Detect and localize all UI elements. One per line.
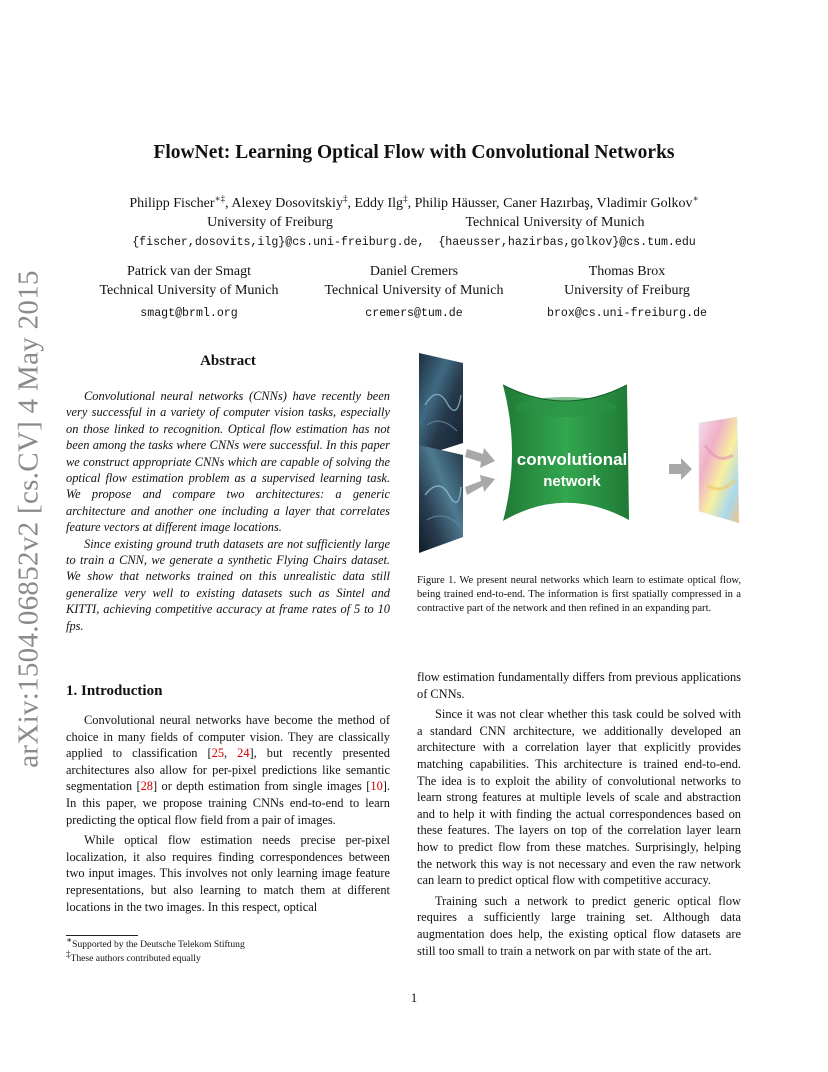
email-tum: {haeusser,hazirbas,golkov}@cs.tum.edu [438,236,696,249]
author-affiliation: Technical University of Munich [99,283,279,298]
author-name: Vladimir Golkov [596,196,693,211]
abstract-paragraph: Since existing ground truth datasets are not sufficiently large to train a CNN, we generate a synthetic Flying Chairs dataset. We show that networks trained on this unrealistic data still generalize very well to existing datasets such as Sintel and KITTI, achieving competitive accuracy at frame rates of 5 to 10 fps. [66,536,390,633]
footnote: ∗Supported by the Deutsche Telekom Stiftung [66,934,245,950]
citation-link[interactable]: 24 [237,746,250,761]
author-email: brox@cs.uni-freiburg.de [546,307,708,320]
author-mark: ∗‡ [214,193,226,204]
author-mark: ‡ [403,193,408,204]
author-name: Eddy Ilg [354,196,404,211]
affiliation-tum: Technical University of Munich [465,215,645,230]
author-mark: ‡ [342,193,348,204]
paper-title: FlowNet: Learning Optical Flow with Convolutional Networks [153,142,675,163]
affiliation-freiburg: University of Freiburg [207,215,333,230]
author-affiliation: University of Freiburg [564,283,690,298]
body-paragraph: Training such a network to predict generic optical flow requires a sufficiently large training set. Although data augmentation does help, the existing optical flow datasets are still too small to train a network on par with state of the art. [417,893,741,958]
author-mark: ∗ [692,193,699,204]
author-affiliation: Technical University of Munich [324,283,504,298]
input-arrow-icon [465,448,495,468]
author-name: Caner Hazırbaş, [503,196,594,211]
body-paragraph: Convolutional neural networks have become the method of choice in many fields of computer vision. They are classically applied to classification [25, 24], but recently presented architectures also allow for per-pixel predictions like semantic segmentation [28] or depth estimation from single images [10]. In this paper, we propose training CNNs end-to-end to learn predicting the optical flow field from a pair of images. [66,713,390,827]
author-name: Patrick van der Smagt [126,264,252,279]
author-line: Philipp Fischer∗‡, Alexey Dosovitskiy‡, Eddy Ilg‡, Philip Häusser, Caner Hazırbaş, Vladimir Golkov∗ [129,193,699,211]
author-name: Philip Häusser, [414,196,500,211]
author-block-brox [512,262,742,323]
author-name: Daniel Cremers [369,264,459,279]
body-column-left [66,712,390,919]
author-name: Philipp Fischer [129,196,215,211]
body-column-right [417,669,741,963]
email-freiburg: {fischer,dosovits,ilg}@cs.uni-freiburg.de, [132,236,425,249]
abstract-body [66,388,390,634]
figure-1 [417,345,747,560]
network-label-line1: convolutional [516,450,628,469]
figure-1-caption: Figure 1. We present neural networks which learn to estimate optical flow, being trained end-to-end. The information is first spatially compressed in a contractive part of the network and then refined in an expanding part. [417,575,741,615]
citation-link[interactable]: 25 [211,746,225,761]
input-image-2 [419,445,463,553]
author-email: smagt@brml.org [140,307,238,320]
body-paragraph: While optical flow estimation needs precise per-pixel localization, it also requires finding correspondences between two input images. This involves not only learning image feature representations, but also learning to match them at different locations in the two images. In this respect, optical [66,833,390,914]
output-arrow-icon [669,458,692,480]
abstract-heading: Abstract [200,353,256,369]
author-name: Alexey Dosovitskiy [231,196,343,211]
body-paragraph: flow estimation fundamentally differs from previous applications of CNNs. [417,670,741,701]
email-line [60,236,768,249]
author-block-smagt [74,262,304,323]
network-label-line2: network [543,473,601,490]
abstract-paragraph: Convolutional neural networks (CNNs) have recently been very successful in a variety of computer vision tasks, especially on those linked to recognition. Optical flow estimation has not been among the tasks where CNNs were successful. In this paper we construct appropriate CNNs which are capable of solving the optical flow estimation problem as a supervised learning task. We propose and compare two architectures: a generic architecture and another one including a layer that correlates feature vectors at different image locations. [66,389,390,535]
author-block-cremers [299,262,529,323]
footnote-rule [66,935,138,936]
footnote: ‡These authors contributed equally [66,948,201,964]
citation-link[interactable]: 10 [370,779,383,794]
input-arrow-icon [465,475,495,495]
page-number: 1 [410,990,418,1005]
figure-1-diagram [417,345,747,560]
output-flow-image [699,417,739,523]
arxiv-stamp-text: arXiv:1504.06852v2 [cs.CV] 4 May 2015 [12,270,45,768]
arxiv-stamp [8,270,50,768]
citation-link[interactable]: 28 [140,779,153,794]
input-image-1 [419,353,463,457]
author-name: Thomas Brox [588,264,666,279]
body-paragraph: Since it was not clear whether this task could be solved with a standard CNN architecture, we additionally developed an architecture with a correlation layer that explicitly provides matching capabilities. This architecture is trained end-to-end. The idea is to exploit the ability of convolutional networks to learn strong features at multiple levels of scale and abstraction and to help it with finding the actual correspondences based on these features. The layers on top of the correlation layer learn how to predict flow from these matches. Surprisingly, helping the network this way is not necessary and even the raw network can learn to predict optical flow with competitive accuracy. [417,707,741,888]
section-heading-introduction: 1. Introduction [66,683,163,699]
author-email: cremers@tum.de [365,307,463,320]
